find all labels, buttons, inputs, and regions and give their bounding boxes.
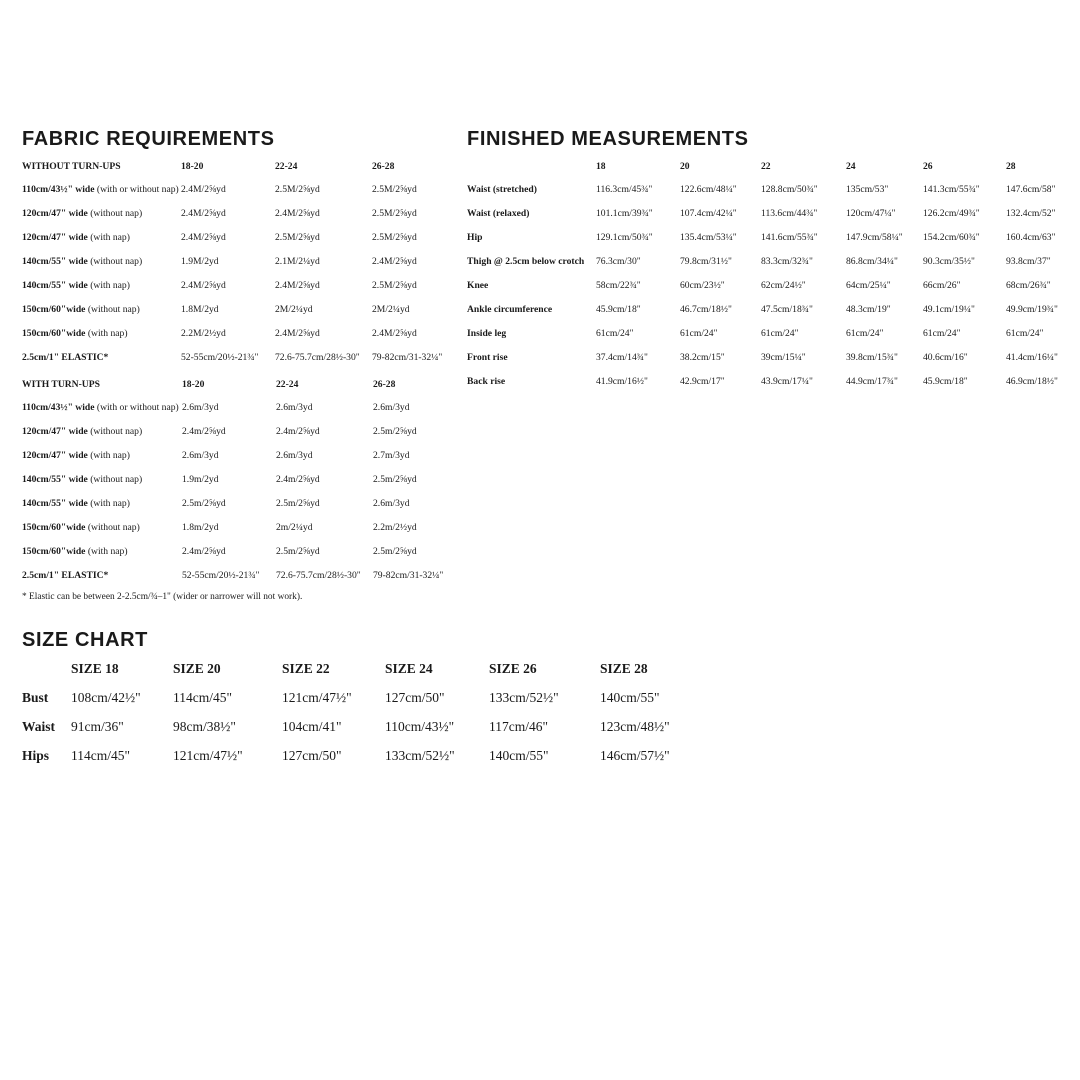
measurement-value: 39cm/15¼": [761, 351, 806, 363]
fabric-width: 140cm/55" wide: [22, 497, 88, 509]
table-row: [22, 177, 452, 201]
table-row: [467, 249, 1070, 273]
table-row: [22, 273, 452, 297]
body-measure-value: 117cm/46": [489, 718, 549, 734]
fabric-width-cell: [22, 515, 182, 539]
fabric-width-cell: [22, 539, 182, 563]
yardage-cell: 2.5m/2⅝yd: [182, 497, 226, 509]
measurement-value: 44.9cm/17¾": [846, 375, 898, 387]
yardage-cell: 2.1M/2¼yd: [275, 255, 320, 267]
measurement-value: 58cm/22¾": [596, 279, 641, 291]
measurement-value: 135cm/53": [846, 183, 889, 195]
fabric-width: 150cm/60"wide: [22, 545, 86, 557]
yardage-cell: 1.8m/2yd: [182, 521, 219, 533]
size-chart-title: SIZE CHART: [22, 629, 148, 651]
body-measure-value: 123cm/48½": [600, 718, 670, 734]
measurement-value: 60cm/23½": [680, 279, 725, 291]
corner-cell: [467, 155, 596, 177]
nap-qualifier: (without nap): [87, 303, 140, 315]
fabric-width-cell: [22, 345, 181, 369]
yardage-cell: 2.5M/2⅝yd: [275, 231, 320, 243]
size-header: SIZE 18: [71, 661, 119, 676]
nap-qualifier: (without nap): [90, 255, 143, 267]
table-row: [467, 177, 1070, 201]
measurement-value: 113.6cm/44¾": [761, 207, 818, 219]
measurement-label: Waist (relaxed): [467, 207, 530, 219]
table-header-row: [467, 155, 1070, 177]
yardage-cell: 2.5m/2⅝yd: [276, 497, 320, 509]
measurement-label: Front rise: [467, 351, 508, 363]
finished-measurements-title: FINISHED MEASUREMENTS: [467, 128, 749, 150]
fabric-width-cell: [22, 249, 181, 273]
measurement-label: Hip: [467, 231, 483, 243]
measurement-value: 128.8cm/50¾": [761, 183, 818, 195]
size-header: 26: [923, 160, 933, 172]
table-row: [22, 321, 452, 345]
yardage-cell: 2.4M/2⅝yd: [181, 231, 226, 243]
measurement-value: 47.5cm/18¾": [761, 303, 813, 315]
table-header-row: [22, 655, 690, 683]
size-header: SIZE 26: [489, 661, 537, 676]
yardage-cell: 2.5m/2⅝yd: [373, 425, 417, 437]
yardage-cell: 2.6m/3yd: [373, 401, 410, 413]
fabric-requirements-title: FABRIC REQUIREMENTS: [22, 128, 275, 150]
table-row: [22, 491, 453, 515]
measurement-value: 62cm/24½": [761, 279, 806, 291]
body-measure-value: 114cm/45": [71, 747, 131, 763]
table-header-row: [22, 373, 453, 395]
fabric-width-cell: [22, 297, 181, 321]
fabric-width: 120cm/47" wide: [22, 207, 88, 219]
table-row: [467, 201, 1070, 225]
measurement-value: 49.1cm/19¼": [923, 303, 975, 315]
fabric-width: 120cm/47" wide: [22, 231, 88, 243]
table-row: [22, 443, 453, 467]
elastic-footnote: * Elastic can be between 2-2.5cm/¾–1" (wider or narrower will not work).: [22, 592, 303, 602]
fabric-width-cell: [22, 201, 181, 225]
yardage-cell: 2.6m/3yd: [276, 401, 313, 413]
body-measure-value: 98cm/38½": [173, 718, 236, 734]
body-measure-value: 108cm/42½": [71, 689, 141, 705]
yardage-cell: 2.6m/3yd: [373, 497, 410, 509]
yardage-cell: 2.4m/2⅝yd: [182, 545, 226, 557]
yardage-cell: 2.6m/3yd: [276, 449, 313, 461]
yardage-cell: 1.9M/2yd: [181, 255, 219, 267]
table-row: [22, 683, 690, 712]
body-measure-value: 104cm/41": [282, 718, 342, 734]
fabric-width-cell: [22, 273, 181, 297]
yardage-cell: 2.4M/2⅝yd: [275, 207, 320, 219]
body-measure-value: 140cm/55": [600, 689, 660, 705]
nap-qualifier: (without nap): [90, 473, 143, 485]
nap-qualifier: (without nap): [90, 425, 143, 437]
measurement-value: 41.9cm/16½": [596, 375, 648, 387]
fabric-width-cell: [22, 443, 182, 467]
fabric-width-cell: [22, 563, 182, 587]
measurement-value: 86.8cm/34¼": [846, 255, 898, 267]
fabric-width-cell: [22, 177, 181, 201]
size-header: SIZE 24: [385, 661, 433, 676]
table-row: [22, 201, 452, 225]
measurement-value: 79.8cm/31½": [680, 255, 732, 267]
fabric-width-cell: [22, 419, 182, 443]
size-range-header: 26-28: [372, 160, 395, 172]
nap-qualifier: (with nap): [90, 497, 130, 509]
measurement-value: 61cm/24": [846, 327, 884, 339]
yardage-cell: 2.4m/2⅝yd: [276, 425, 320, 437]
fabric-width: 110cm/43½" wide: [22, 401, 95, 413]
fabric-width-cell: [22, 321, 181, 345]
yardage-cell: 2.4m/2⅝yd: [182, 425, 226, 437]
measurement-value: 101.1cm/39¾": [596, 207, 653, 219]
yardage-cell: 52-55cm/20½-21¾": [181, 351, 259, 363]
yardage-cell: 2m/2¼yd: [276, 521, 313, 533]
yardage-cell: 2.5M/2⅝yd: [372, 207, 417, 219]
yardage-cell: 2.2m/2½yd: [373, 521, 417, 533]
fabric-width-cell: [22, 395, 182, 419]
fabric-width-cell: [22, 225, 181, 249]
fabric-width: 150cm/60"wide: [22, 327, 86, 339]
table-row: [467, 225, 1070, 249]
nap-qualifier: (without nap): [87, 521, 140, 533]
nap-qualifier: (with or without nap): [96, 401, 179, 413]
measurement-value: 154.2cm/60¾": [923, 231, 980, 243]
size-header: 28: [1006, 160, 1016, 172]
yardage-cell: 2.6m/3yd: [182, 401, 219, 413]
table-row: [22, 395, 453, 419]
size-header: SIZE 20: [173, 661, 221, 676]
yardage-cell: 2.4M/2⅝yd: [372, 255, 417, 267]
measurement-value: 132.4cm/52": [1006, 207, 1056, 219]
yardage-cell: 2.5M/2⅝yd: [275, 183, 320, 195]
body-measure-value: 140cm/55": [489, 747, 549, 763]
body-measure-value: 127cm/50": [385, 689, 445, 705]
measurement-value: 76.3cm/30": [596, 255, 641, 267]
nap-qualifier: (with nap): [90, 279, 130, 291]
table-row: [467, 369, 1070, 393]
measurement-value: 42.9cm/17": [680, 375, 725, 387]
table-row: [22, 345, 452, 369]
yardage-cell: 1.8M/2yd: [181, 303, 219, 315]
measurement-value: 61cm/24": [761, 327, 799, 339]
section-label: WITH TURN-UPS: [22, 378, 100, 390]
measurement-value: 41.4cm/16¼": [1006, 351, 1058, 363]
measurement-value: 122.6cm/48¼": [680, 183, 737, 195]
measurement-value: 61cm/24": [923, 327, 961, 339]
nap-qualifier: (with nap): [90, 449, 130, 461]
yardage-cell: 2M/2¼yd: [275, 303, 313, 315]
measurement-value: 61cm/24": [596, 327, 634, 339]
fabric-width: 2.5cm/1" ELASTIC*: [22, 351, 109, 363]
table-row: [467, 297, 1070, 321]
yardage-cell: 2.5M/2⅝yd: [372, 279, 417, 291]
size-range-header: 22-24: [275, 160, 298, 172]
table-row: [467, 321, 1070, 345]
body-measure-value: 146cm/57½": [600, 747, 670, 763]
yardage-cell: 79-82cm/31-32¼": [373, 569, 444, 581]
yardage-cell: 2.4M/2⅝yd: [275, 327, 320, 339]
table-row: [22, 563, 453, 587]
fabric-width: 120cm/47" wide: [22, 449, 88, 461]
fabric-width: 150cm/60"wide: [22, 303, 86, 315]
measurement-value: 147.9cm/58¼": [846, 231, 903, 243]
body-measure-value: 121cm/47½": [173, 747, 243, 763]
body-measure-value: 114cm/45": [173, 689, 233, 705]
measurement-label: Inside leg: [467, 327, 507, 339]
measurement-value: 38.2cm/15": [680, 351, 725, 363]
measurement-value: 120cm/47¼": [846, 207, 896, 219]
yardage-cell: 2.5m/2⅝yd: [373, 473, 417, 485]
table-row: [22, 419, 453, 443]
fabric-width-cell: [22, 491, 182, 515]
measurement-label: Ankle circumference: [467, 303, 553, 315]
measurement-value: 160.4cm/63": [1006, 231, 1056, 243]
nap-qualifier: (with nap): [87, 545, 128, 557]
measurement-value: 126.2cm/49¾": [923, 207, 980, 219]
size-range-header: 18-20: [182, 378, 205, 390]
measurement-label: Waist (stretched): [467, 183, 537, 195]
fabric-with-turnups-table: [22, 373, 453, 587]
table-header-row: [22, 155, 452, 177]
fabric-width: 140cm/55" wide: [22, 255, 88, 267]
table-row: [22, 297, 452, 321]
measurement-value: 46.7cm/18½": [680, 303, 732, 315]
finished-measurements-table: [467, 155, 1070, 393]
nap-qualifier: (without nap): [90, 207, 143, 219]
measurement-value: 61cm/24": [680, 327, 718, 339]
size-header: 20: [680, 160, 690, 172]
fabric-without-turnups-table: [22, 155, 452, 369]
body-measure-value: 121cm/47½": [282, 689, 352, 705]
measurement-value: 45.9cm/18": [596, 303, 641, 315]
measurement-value: 39.8cm/15¾": [846, 351, 898, 363]
yardage-cell: 2.4M/2⅝yd: [181, 279, 226, 291]
measurement-value: 107.4cm/42¼": [680, 207, 737, 219]
yardage-cell: 2.4M/2⅝yd: [181, 183, 226, 195]
table-row: [22, 741, 690, 770]
size-header: SIZE 28: [600, 661, 648, 676]
measurement-value: 46.9cm/18½": [1006, 375, 1058, 387]
nap-qualifier: (with or without nap): [96, 183, 179, 195]
fabric-width: 2.5cm/1" ELASTIC*: [22, 569, 109, 581]
measurement-value: 141.3cm/55¾": [923, 183, 980, 195]
yardage-cell: 2.5m/2⅝yd: [373, 545, 417, 557]
measurement-value: 45.9cm/18": [923, 375, 968, 387]
measurement-value: 147.6cm/58": [1006, 183, 1056, 195]
fabric-width: 140cm/55" wide: [22, 473, 88, 485]
yardage-cell: 72.6-75.7cm/28½-30": [276, 569, 361, 581]
fabric-width: 120cm/47" wide: [22, 425, 88, 437]
size-header: 22: [761, 160, 771, 172]
measurement-value: 90.3cm/35½": [923, 255, 975, 267]
yardage-cell: 2.4M/2⅝yd: [372, 327, 417, 339]
table-row: [22, 515, 453, 539]
body-measure-value: 133cm/52½": [489, 689, 559, 705]
measurement-value: 116.3cm/45¾": [596, 183, 653, 195]
yardage-cell: 2.5M/2⅝yd: [372, 183, 417, 195]
measurement-label: Thigh @ 2.5cm below crotch: [467, 255, 585, 267]
size-header: 24: [846, 160, 856, 172]
fabric-width: 110cm/43½" wide: [22, 183, 95, 195]
measurement-value: 64cm/25¼": [846, 279, 891, 291]
size-range-header: 22-24: [276, 378, 299, 390]
measurement-value: 66cm/26": [923, 279, 961, 291]
yardage-cell: 2.7m/3yd: [373, 449, 410, 461]
yardage-cell: 1.9m/2yd: [182, 473, 219, 485]
size-header: 18: [596, 160, 606, 172]
section-label: WITHOUT TURN-UPS: [22, 160, 121, 172]
yardage-cell: 2.6m/3yd: [182, 449, 219, 461]
measurement-value: 43.9cm/17¼": [761, 375, 813, 387]
measurement-value: 93.8cm/37": [1006, 255, 1051, 267]
yardage-cell: 79-82cm/31-32¼": [372, 351, 443, 363]
body-measure-label: Hips: [22, 747, 50, 763]
table-row: [22, 249, 452, 273]
measurement-label: Back rise: [467, 375, 506, 387]
fabric-width: 150cm/60"wide: [22, 521, 86, 533]
body-measure-value: 110cm/43½": [385, 718, 455, 734]
measurement-value: 141.6cm/55¾": [761, 231, 818, 243]
yardage-cell: 2.2M/2½yd: [181, 327, 226, 339]
body-measure-value: 133cm/52½": [385, 747, 455, 763]
body-measure-value: 127cm/50": [282, 747, 342, 763]
body-measure-label: Bust: [22, 689, 49, 705]
table-row: [22, 712, 690, 741]
measurement-value: 61cm/24": [1006, 327, 1044, 339]
body-measure-value: 91cm/36": [71, 718, 124, 734]
yardage-cell: 72.6-75.7cm/28½-30": [275, 351, 360, 363]
table-row: [467, 345, 1070, 369]
measurement-value: 40.6cm/16": [923, 351, 968, 363]
fabric-width-cell: [22, 467, 182, 491]
corner-cell: [22, 655, 71, 683]
yardage-cell: 2.4m/2⅝yd: [276, 473, 320, 485]
nap-qualifier: (with nap): [87, 327, 128, 339]
measurement-value: 37.4cm/14¾": [596, 351, 648, 363]
yardage-cell: 2.5m/2⅝yd: [276, 545, 320, 557]
table-row: [467, 273, 1070, 297]
size-range-header: 18-20: [181, 160, 204, 172]
measurement-value: 83.3cm/32¾": [761, 255, 813, 267]
yardage-cell: 2M/2¼yd: [372, 303, 410, 315]
yardage-cell: 2.5M/2⅝yd: [372, 231, 417, 243]
size-chart-table: [22, 655, 690, 770]
measurement-label: Knee: [467, 279, 489, 291]
measurement-value: 48.3cm/19": [846, 303, 891, 315]
yardage-cell: 52-55cm/20½-21¾": [182, 569, 260, 581]
measurement-value: 68cm/26¾": [1006, 279, 1051, 291]
table-row: [22, 539, 453, 563]
fabric-width: 140cm/55" wide: [22, 279, 88, 291]
nap-qualifier: (with nap): [90, 231, 130, 243]
size-range-header: 26-28: [373, 378, 396, 390]
size-header: SIZE 22: [282, 661, 330, 676]
table-row: [22, 225, 452, 249]
body-measure-label: Waist: [22, 718, 56, 734]
measurement-value: 135.4cm/53¼": [680, 231, 737, 243]
measurement-value: 49.9cm/19¾": [1006, 303, 1058, 315]
measurement-value: 129.1cm/50¾": [596, 231, 653, 243]
table-row: [22, 467, 453, 491]
yardage-cell: 2.4M/2⅝yd: [275, 279, 320, 291]
yardage-cell: 2.4M/2⅝yd: [181, 207, 226, 219]
